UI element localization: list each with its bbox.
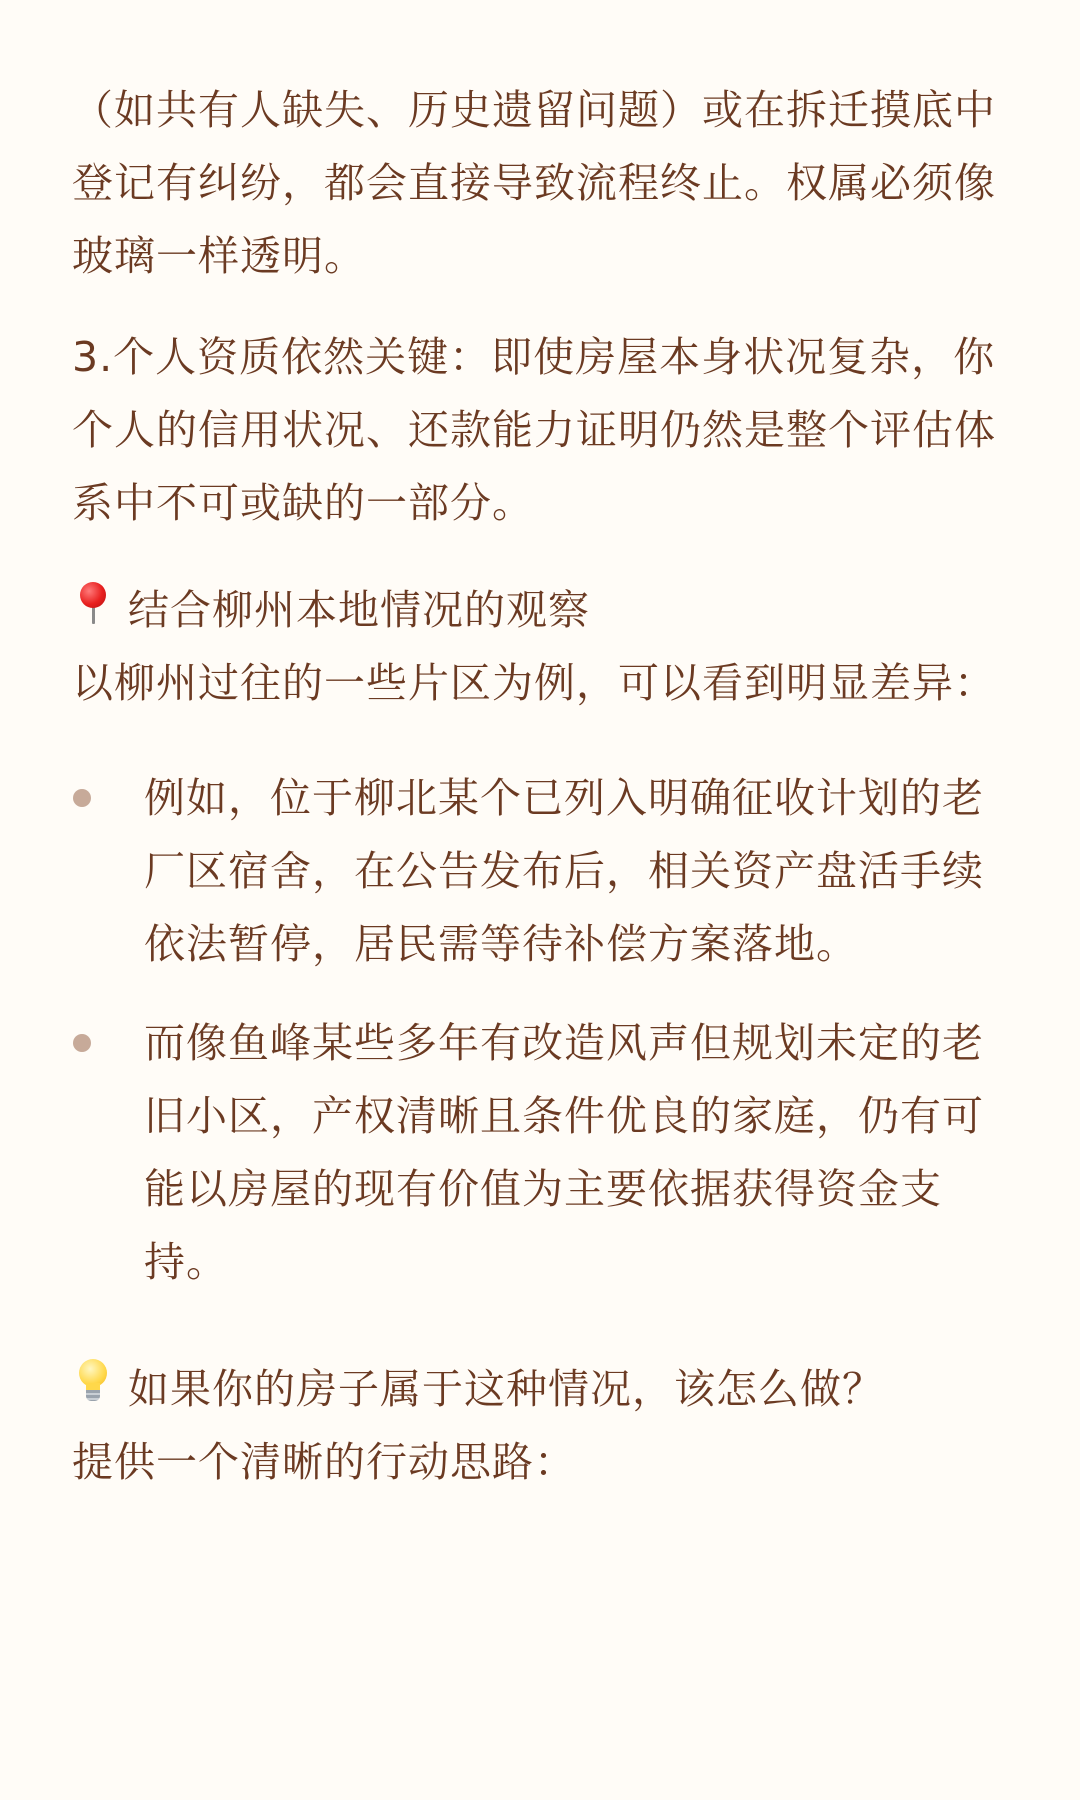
- section-heading-text: 结合柳州本地情况的观察: [128, 586, 590, 634]
- light-bulb-icon: [72, 1353, 114, 1426]
- list-item: [72, 1007, 1010, 1299]
- bullet-dot: [73, 789, 91, 807]
- list-item-text: 而像鱼峰某些多年有改造风声但规划未定的老旧小区，产权清晰且条件优良的家庭，仍有可能以房屋的现有价值为主要依据获得资金支持。: [144, 1019, 984, 1286]
- section-heading-action: [72, 1353, 1010, 1426]
- section-intro-action: 提供一个清晰的行动思路：: [72, 1438, 576, 1486]
- bullet-list: [72, 762, 1010, 1299]
- list-item: [72, 762, 1010, 981]
- list-item-text: 例如，位于柳北某个已列入明确征收计划的老厂区宿舍，在公告发布后，相关资产盘活手续依法暂停，居民需等待补偿方案落地。: [144, 774, 984, 968]
- round-pushpin-icon: [72, 574, 114, 647]
- bullet-dot: [73, 1034, 91, 1052]
- section-intro-local: 以柳州过往的一些片区为例，可以看到明显差异：: [72, 659, 996, 707]
- section-heading-text: 如果你的房子属于这种情况，该怎么做？: [128, 1365, 884, 1413]
- paragraph-personal-qualification: 3.个人资质依然关键：即使房屋本身状况复杂，你个人的信用状况、还款能力证明仍然是整个评估体系中不可或缺的一部分。: [72, 333, 996, 527]
- paragraph-title-clarity: （如共有人缺失、历史遗留问题）或在拆迁摸底中登记有纠纷，都会直接导致流程终止。权属必须像玻璃一样透明。: [72, 86, 996, 280]
- section-heading-local-observation: [72, 574, 1010, 647]
